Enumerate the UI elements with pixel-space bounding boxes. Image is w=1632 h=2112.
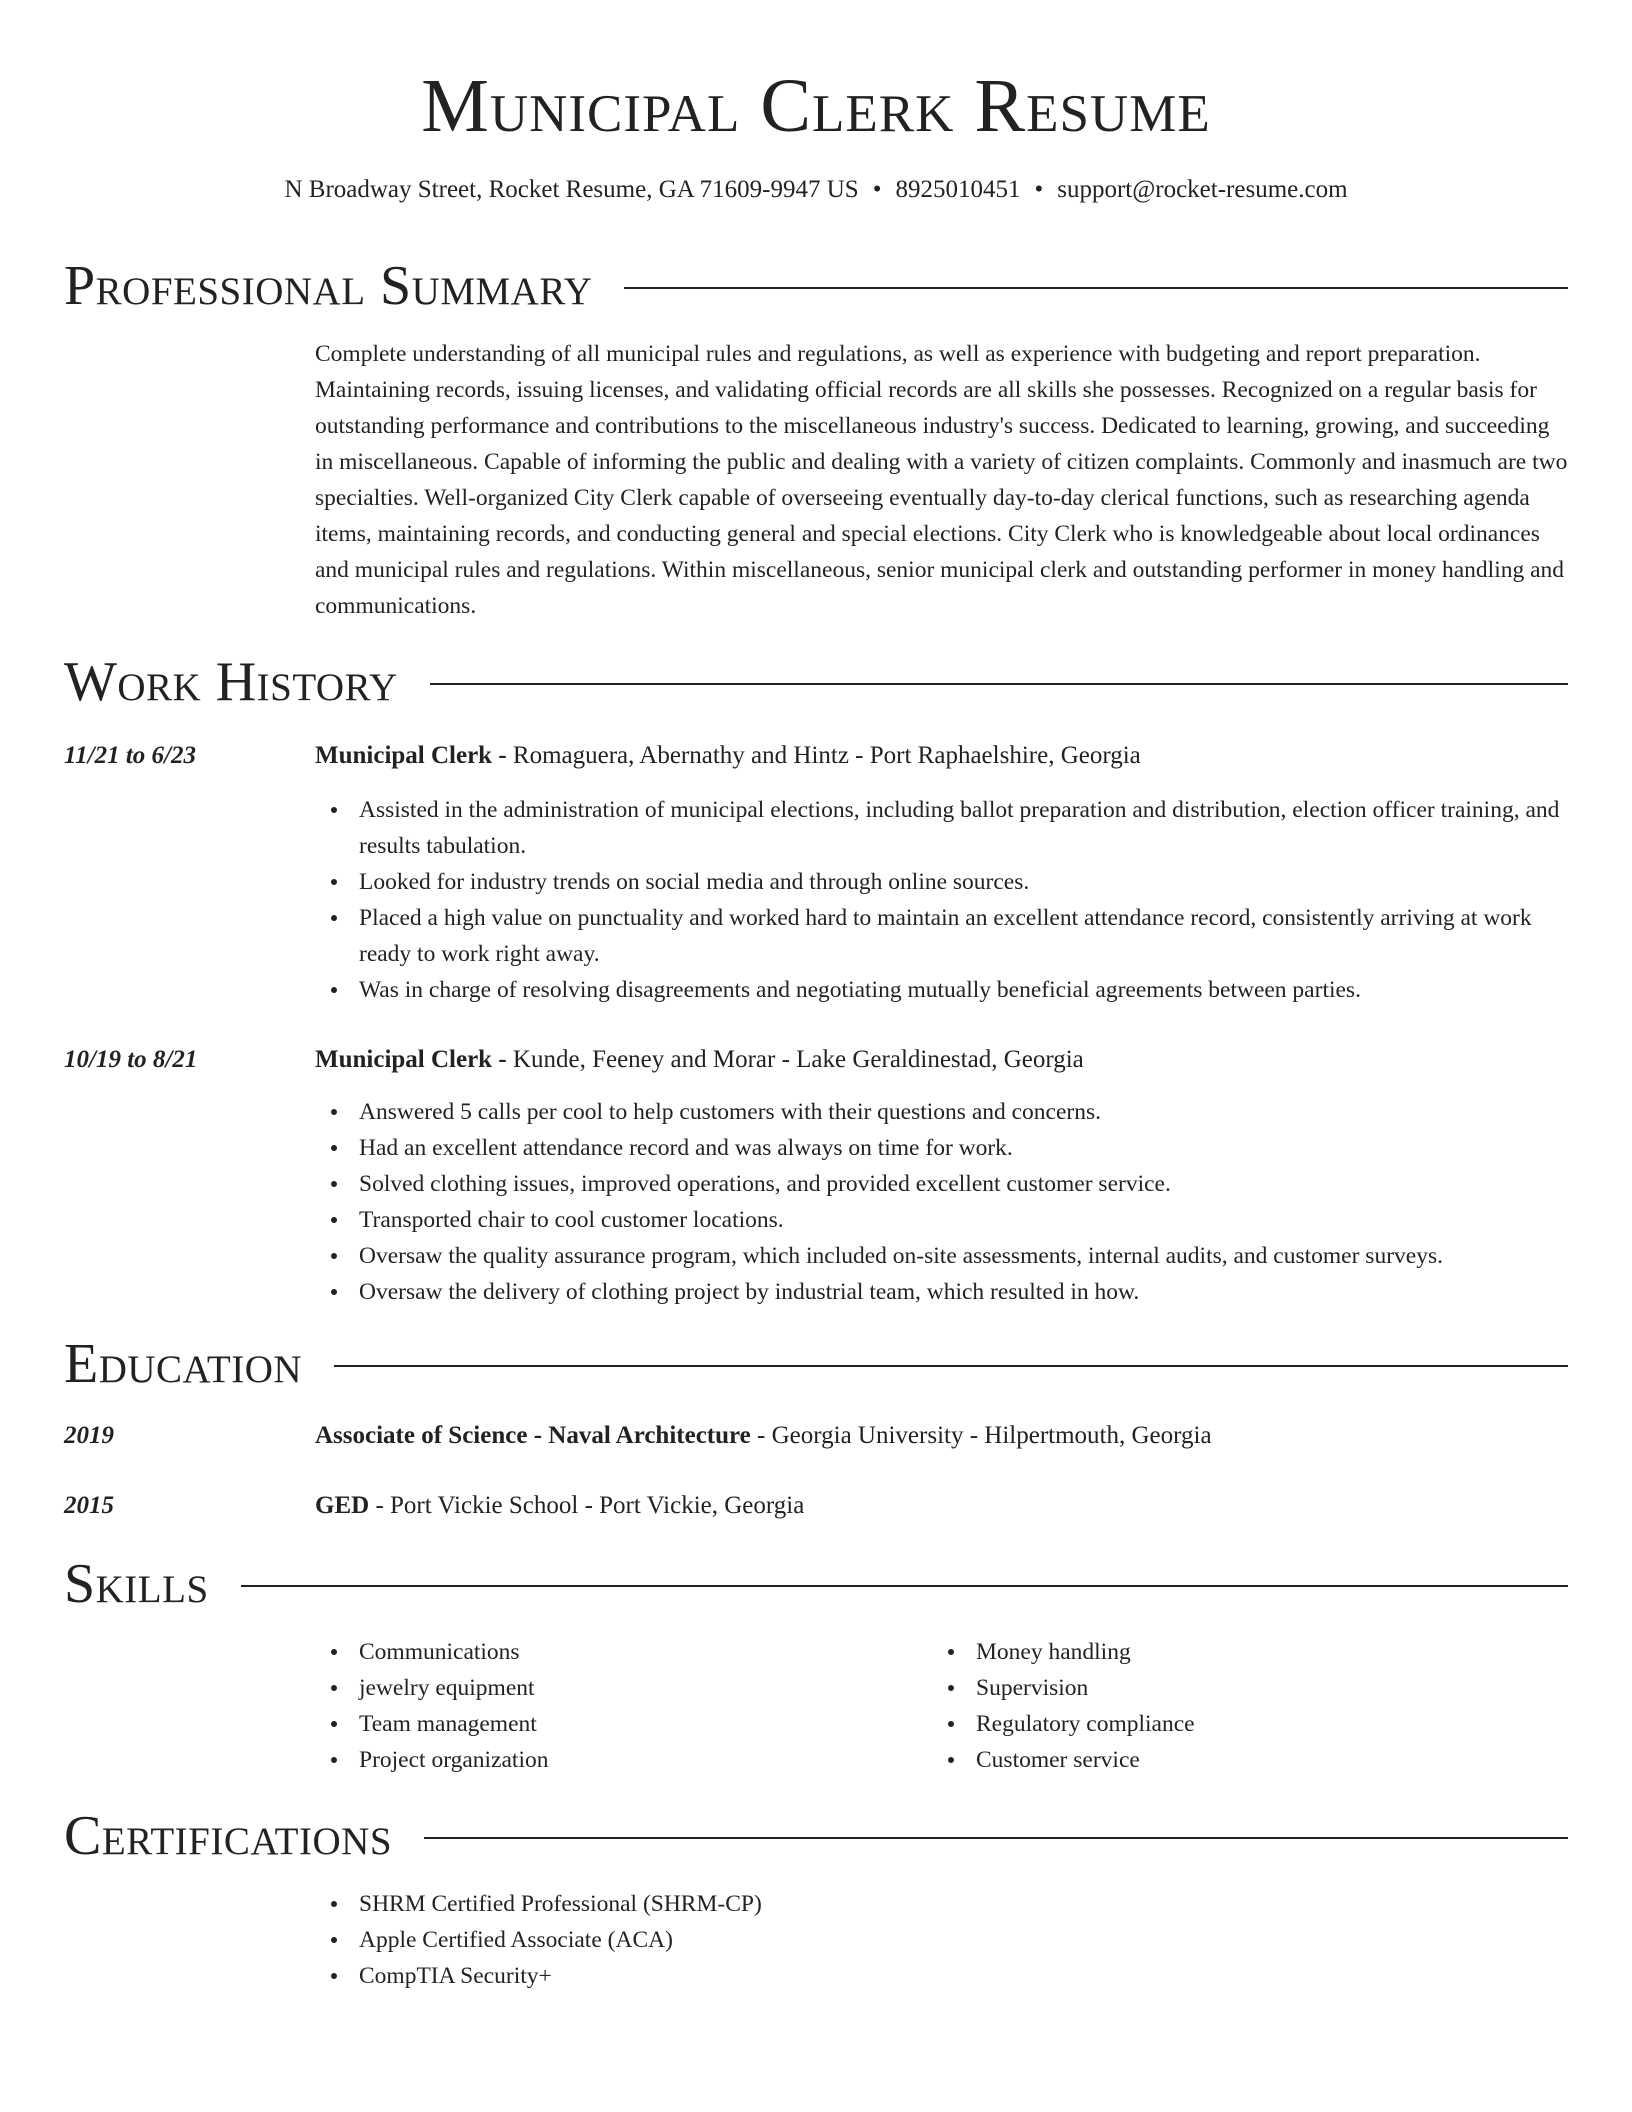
list-item: Placed a high value on punctuality and worked hard to maintain an excellent attendance record, consistently arriving at work ready to work right away. [315,900,1568,972]
degree: GED [315,1492,370,1519]
summary-block [315,336,1568,624]
section-rule [334,1365,1568,1367]
skill-item: Regulatory compliance [932,1706,1549,1742]
skill-item: jewelry equipment [315,1670,932,1706]
job-details: Kunde, Feeney and Morar - Lake Geraldinestad, Georgia [506,1046,1084,1073]
skill-item: Project organization [315,1742,932,1778]
list-item: Looked for industry trends on social media and through online sources. [315,864,1568,900]
certification-item: SHRM Certified Professional (SHRM-CP) [315,1886,1568,1922]
skill-item: Money handling [932,1634,1549,1670]
section-title-summary: Professional Summary [64,255,593,317]
section-title-education: Education [64,1333,303,1395]
list-item: Transported chair to cool customer locations. [315,1202,1568,1238]
section-header-education [64,1332,1568,1396]
job-dates: 10/19 to 8/21 [64,1046,198,1073]
job-bullets [315,1094,1568,1310]
certification-item: CompTIA Security+ [315,1958,1568,1994]
skills-list-right [932,1634,1549,1778]
skills-list-left [315,1634,932,1778]
contact-line [64,172,1568,208]
job-title: Municipal Clerk - [315,1046,507,1073]
section-rule [430,683,1568,685]
skill-item: Team management [315,1706,932,1742]
certifications-block [315,1886,1568,1994]
degree: Associate of Science - Naval Architecture [315,1422,751,1449]
phone: 8925010451 [895,176,1021,203]
certification-item: Apple Certified Associate (ACA) [315,1922,1568,1958]
job-bullets [315,792,1568,1008]
skill-item: Customer service [932,1742,1549,1778]
education-line [315,1488,804,1524]
job-details: Romaguera, Abernathy and Hintz - Port Raphaelshire, Georgia [506,742,1141,769]
education-details: - Port Vickie School - Port Vickie, Georgia [369,1492,805,1519]
list-item: Oversaw the delivery of clothing project by industrial team, which resulted in how. [315,1274,1568,1310]
separator: • [872,176,882,203]
list-item: Assisted in the administration of municipal elections, including ballot preparation and distribution, election officer training, and results tabulation. [315,792,1568,864]
skills-block [315,1634,1568,1778]
section-header-summary [64,254,1568,318]
job-title-line [315,738,1141,774]
list-item: Solved clothing issues, improved operations, and provided excellent customer service. [315,1166,1568,1202]
section-rule [241,1585,1568,1587]
section-header-work [64,650,1568,714]
resume-title: Municipal Clerk Resume [421,64,1211,148]
skill-item: Communications [315,1634,932,1670]
section-title-skills: Skills [64,1553,209,1615]
address: N Broadway Street, Rocket Resume, GA 71609-9947 US [284,176,859,203]
section-rule [424,1837,1568,1839]
section-header-skills [64,1552,1568,1616]
section-header-certifications [64,1804,1568,1868]
skill-item: Supervision [932,1670,1549,1706]
section-title-work: Work History [64,651,398,713]
summary-text: Complete understanding of all municipal rules and regulations, as well as experience with budgeting and report preparation. Maintaining records, issuing licenses, and validating official records are all skills she possesses. Recognized on a regular basis for outstanding performance and contributions to the miscellaneous industry's success. Dedicated to learning, growing, and succeeding in miscellaneous. Capable of informing the public and dealing with a variety of citizen complaints. Commonly and inasmuch are two specialties. Well-organized City Clerk capable of overseeing eventually day-to-day clerical functions, such as researching agenda items, maintaining records, and conducting general and special elections. City Clerk who is knowledgeable about local ordinances and municipal rules and regulations. Within miscellaneous, senior municipal clerk and outstanding performer in money handling and communications. [315,341,1568,619]
education-line [315,1418,1212,1454]
list-item: Had an excellent attendance record and was always on time for work. [315,1130,1568,1166]
list-item: Was in charge of resolving disagreements and negotiating mutually beneficial agreements between parties. [315,972,1568,1008]
education-details: - Georgia University - Hilpertmouth, Georgia [750,1422,1212,1449]
education-year: 2019 [64,1422,114,1449]
separator: • [1034,176,1044,203]
section-rule [624,287,1568,289]
section-title-certifications: Certifications [64,1805,393,1867]
job-dates: 11/21 to 6/23 [64,742,196,769]
list-item: Answered 5 calls per cool to help customers with their questions and concerns. [315,1094,1568,1130]
job-title-line [315,1042,1084,1078]
list-item: Oversaw the quality assurance program, which included on-site assessments, internal audits, and customer surveys. [315,1238,1568,1274]
email: support@rocket-resume.com [1057,176,1348,203]
job-title: Municipal Clerk - [315,742,507,769]
education-year: 2015 [64,1492,114,1519]
